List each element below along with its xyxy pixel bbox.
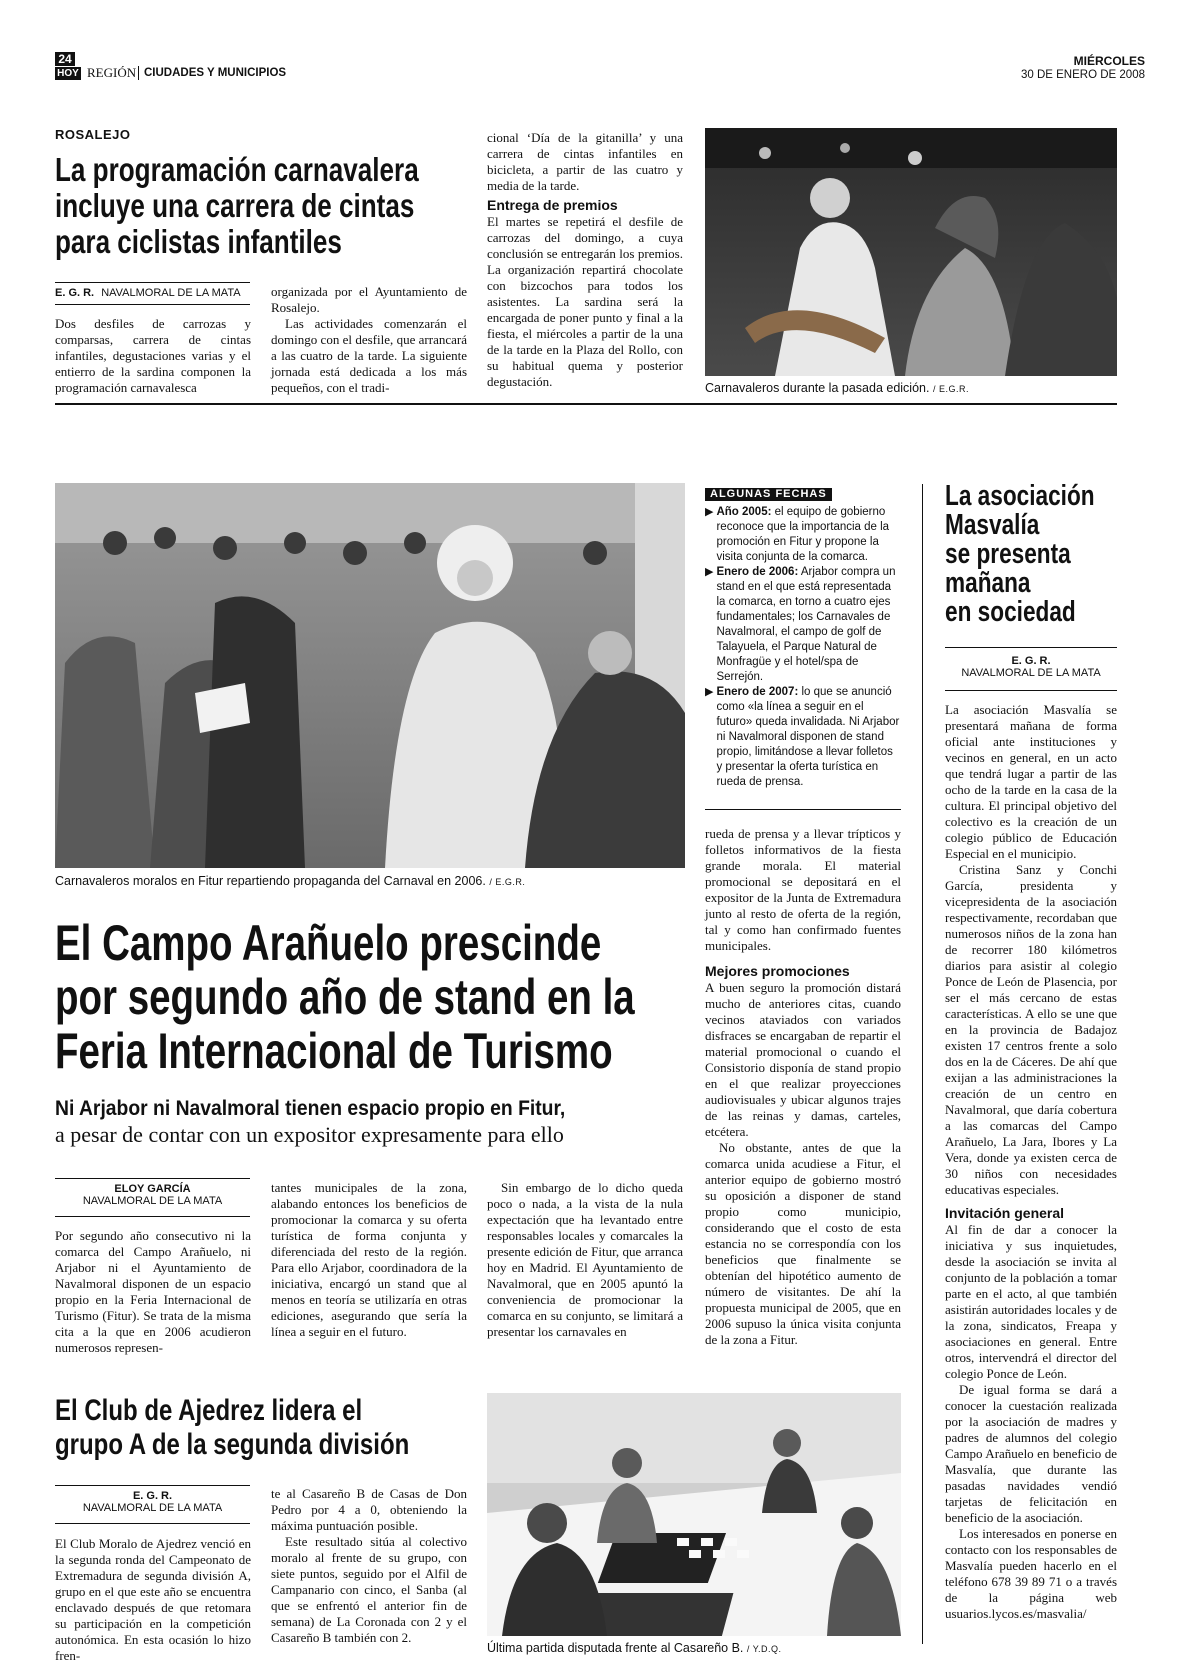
- article4-caption-credit: / Y.D.Q.: [746, 1644, 782, 1654]
- article1-col3: [487, 130, 683, 390]
- article4-photo: [487, 1393, 901, 1636]
- article3-byline-place: NAVALMORAL DE LA MATA: [961, 667, 1101, 679]
- article1-col1: [55, 316, 251, 396]
- fechas-item-text: Arjabor compra un stand en el que está representada la comarca, en torno a cuatro ejes fundamentales; los Carnavales de Navalmoral, el campo de golf de Talayuela, el Parque Natural de Monfragüe y el hotel/spa de Serrejón.: [716, 566, 896, 683]
- article2-photo: [55, 483, 685, 868]
- article4-col2-paragraph: Este resultado sitúa al colectivo moralo al frente de su grupo, con siete puntos, seguido por el Alfil de Campanario con cinco, el Sanba (al que se enfrentó el anterior fin de semana) de La Coronada con 2 y el Casareño B también con 2.: [271, 1534, 467, 1645]
- fechas-item-label: Enero de 2006:: [716, 566, 799, 578]
- article2-byline: [55, 1183, 250, 1207]
- article1-photo: [705, 128, 1117, 376]
- article1-col2-paragraph: organizada por el Ayuntamiento de Rosalejo.: [271, 284, 467, 315]
- article2-col2-paragraph: tantes municipales de la zona, alabando entonces los beneficios de promocionar la comarca y su oferta turística de forma conjunta y diferenciada del resto de la región. Para ello Arjabor, coordinadora de la iniciativa, encargó un stand que al menos en teoría se utilizaría en otras ediciones, asegurando que sería la línea a seguir en el futuro.: [271, 1180, 467, 1339]
- fitur-crowd-photo: [55, 483, 685, 868]
- article3-paragraph: La asociación Masvalía se presentará mañana de forma oficial ante instituciones y vecinos en general, en un acto que tendrá lugar a partir de las ocho de la tarde en la casa de la cultura. El principal objetivo del colectivo es la creación de un colegio público de Educación Especial en el municipio.: [945, 702, 1117, 861]
- article3-headline-line: La asociación: [945, 480, 1095, 512]
- article4-byline-place: NAVALMORAL DE LA MATA: [82, 1502, 223, 1514]
- article2-col1-paragraph: Por segundo año consecutivo ni la comarca del Campo Arañuelo, ni Arjabor ni el Ayuntamiento de Navalmoral disponen de un espacio propio en la Feria Internacional de Turismo (Fitur). Se trata de la misma cita a la que en 2006 acudieron numerosos represen-: [55, 1228, 251, 1355]
- page-number: 24: [55, 52, 75, 66]
- article3-headline-line: Masvalía: [945, 509, 1040, 541]
- fechas-item-label: Año 2005:: [716, 506, 772, 518]
- header-weekday: MIÉRCOLES: [1073, 54, 1145, 68]
- article1-col2-paragraph: Las actividades comenzarán el domingo con el desfile, que arrancará a las cuatro de la tarde. La siguiente jornada está dedicada a los más pequeños, con el tradi-: [271, 316, 467, 395]
- article2-headline-line: Feria Internacional de Turismo: [55, 1023, 613, 1079]
- article1-col3-subhead: Entrega de premios: [487, 197, 618, 213]
- article2-headline: [55, 916, 695, 1078]
- article3-column-rule: [922, 484, 923, 1644]
- article4-caption-text: Última partida disputada frente al Casareño B.: [487, 1641, 744, 1655]
- article3-subhead: Invitación general: [945, 1205, 1065, 1221]
- article1-col2: [271, 284, 467, 396]
- fechas-item-text: el equipo de gobierno reconoce que la importancia de la promoción en Fitur y propone la visita conjunta de la comarca.: [716, 506, 890, 563]
- arrow-right-icon: ▶: [705, 566, 714, 578]
- article3-byline: [945, 655, 1117, 679]
- article2-col4-paragraph: rueda de prensa y a llevar trípticos y folletos informativos de la fiesta grande morala. El material promocional se depositará en el expositor de la Junta de Extremadura junto al resto de oferta de la región, tal y como han confirmado fuentes municipales.: [705, 826, 901, 953]
- article4-byline-rule-bottom: [55, 1523, 250, 1524]
- article1-byline-rule-bottom: [55, 304, 250, 305]
- header-date: 30 DE ENERO DE 2008: [1020, 69, 1145, 81]
- article1-byline-author: E. G. R.: [55, 287, 95, 299]
- article1-byline: [55, 287, 255, 299]
- article4-headline-line: grupo A de la segunda división: [55, 1428, 410, 1461]
- article1-col1-paragraph: Dos desfiles de carrozas y comparsas, carrera de cintas infantiles, degustaciones varias y el entierro de la sardina componen la programación carnavalesca: [55, 316, 251, 395]
- fechas-box: [705, 484, 901, 810]
- fechas-item-text: lo que se anunció como «la línea a seguir en el futuro» queda invalidada. Ni Arjabor ni Navalmoral disponen de stand propio, limitándose a llevar folletos y presentar la oferta turística en rueda de prensa.: [716, 686, 900, 788]
- carnival-dancers-photo: [705, 128, 1117, 376]
- article3-paragraph: Al fin de dar a conocer la iniciativa y sus inquietudes, desde la asociación se invita al conjunto de la población a tomar parte en el acto, al que también asistirán autoridades locales y de la zona, sindicatos, Freapa y asociaciones en general. Entre otros, intervendrá el director del colegio Ponce de León.: [945, 1222, 1117, 1381]
- fechas-title: ALGUNAS FECHAS: [705, 488, 832, 501]
- section-label: REGIÓN: [87, 65, 137, 80]
- article3-paragraph: Los interesados en ponerse en contacto con los responsables de Masvalía pueden hacerlo en el teléfono 678 39 89 71 o a través de la página web usuarios.lycos.es/masvalia/: [945, 1526, 1117, 1621]
- subsection-label: CIUDADES Y MUNICIPIOS: [144, 67, 287, 79]
- article2-byline-rule: [55, 1178, 250, 1179]
- article2-col4-paragraph: A buen seguro la promoción distará mucho de anteriores citas, cuando vecinos ataviados con variados disfraces se encargaban de repartir el material promocional o cuando el Consistorio disponía de stand propio en el que realizar proyecciones audiovisuales y ubicar algunos trajes de las reinas y damas, carteles, etcétera.: [705, 980, 901, 1139]
- article3-headline-line: mañana: [945, 567, 1031, 599]
- article3-headline: [945, 482, 1125, 627]
- arrow-right-icon: ▶: [705, 506, 714, 518]
- article1-col3-paragraph: cional ‘Día de la gitanilla’ y una carrera de cintas infantiles en bicicleta, a partir de las cuatro y media de la tarde.: [487, 130, 683, 193]
- article1-caption-text: Carnavaleros durante la pasada edición.: [705, 381, 930, 395]
- section-divider: [138, 66, 139, 80]
- article3-headline-line: se presenta: [945, 538, 1071, 570]
- article3-byline-rule-bottom: [945, 690, 1117, 691]
- article1-col3-paragraph: El martes se repetirá el desfile de carrozas del domingo, a cuya conclusión se entregarán los premios. La organización repartirá chocolate con bizcochos para todos los asistentes. La sardina será la encargada de poner punto y final a la fiesta, el miércoles a partir de la una de la tarde en la Plaza del Rollo, con su habitual quema y posterior degustación.: [487, 214, 683, 389]
- article3-headline-line: en sociedad: [945, 596, 1076, 628]
- article1-headline: [55, 152, 475, 260]
- fechas-item: [705, 685, 901, 790]
- article3-paragraph: Cristina Sanz y Conchi García, presidenta y vicepresidenta de la asociación respectivamente, recordaban que numerosos niños de la zona han de recorrer 180 kilómetros diarios para asistir al colegio Ponce de León de Plasencia, por ser el más cercano de estas características. A ello se une que en la provincia de Badajoz existen 17 centros frente a solo dos en la de Cáceres. De ahí que exijan a las administraciones la creación de un centro en Navalmoral, que daría cobertura a las comarcas del Campo Arañuelo, La Jara, Ibores y La Vera, donde ya existen cerca de 30 niños con necesidades educativas especiales.: [945, 862, 1117, 1197]
- article2-headline-line: por segundo año de stand en la: [55, 969, 635, 1025]
- article1-byline-place: NAVALMORAL DE LA MATA: [101, 287, 241, 299]
- article3-paragraph: De igual forma se dará a conocer la cuestación realizada por la asociación de madres y padres de alumnos del colegio Campo Arañuelo en beneficio de Masvalía, que durante las pasadas navidades vendió tarjetas de felicitación en beneficio de la asociación.: [945, 1382, 1117, 1525]
- article1-byline-rule: [55, 282, 250, 283]
- article2-col4: [705, 826, 901, 1348]
- section-separator: [55, 403, 1117, 405]
- article2-deck: [55, 1096, 695, 1148]
- article4-byline-rule: [55, 1485, 250, 1486]
- article2-caption-credit: / E.G.R.: [489, 877, 526, 887]
- article2-headline-line: El Campo Arañuelo prescinde: [55, 915, 602, 971]
- article1-headline-line: incluye una carrera de cintas: [55, 187, 415, 224]
- fechas-item: [705, 505, 901, 565]
- article2-byline-author: ELOY GARCÍA: [114, 1183, 191, 1195]
- article4-byline-author: E. G. R.: [132, 1490, 173, 1502]
- article2-byline-place: NAVALMORAL DE LA MATA: [82, 1195, 223, 1207]
- article2-photo-caption: [55, 874, 685, 890]
- article2-col4-subhead: Mejores promociones: [705, 963, 850, 979]
- article2-deck-regular: a pesar de contar con un expositor expresamente para ello: [55, 1122, 564, 1147]
- article4-byline: [55, 1490, 250, 1514]
- article1-headline-line: La programación carnavalera: [55, 151, 419, 188]
- fechas-list: [705, 505, 901, 790]
- article3-byline-author: E. G. R.: [1011, 655, 1051, 667]
- article2-col1: [55, 1228, 251, 1356]
- fechas-item-label: Enero de 2007:: [716, 686, 799, 698]
- article2-col4-paragraph: No obstante, antes de que la comarca unida acudiese a Fitur, el anterior equipo de gobierno mostró su oposición a disponer de stand propio como municipio, considerando que el costo de esta estancia no se correspondía con los beneficios que finalmente se obtenían del hipotético aumento de número de visitantes. De ahí la propuesta municipal de 2005, que en 2006 supuso la única visita conjunta de la zona a Fitur.: [705, 1140, 901, 1347]
- article4-col2-paragraph: te al Casareño B de Casas de Don Pedro por 4 a 0, obteniendo la máxima puntuación posible.: [271, 1486, 467, 1533]
- chess-match-photo: [487, 1393, 901, 1636]
- article3-body: [945, 702, 1117, 1622]
- article3-byline-rule: [945, 647, 1117, 648]
- article2-caption-text: Carnavaleros moralos en Fitur repartiendo propaganda del Carnaval en 2006.: [55, 874, 486, 888]
- article2-deck-bold: Ni Arjabor ni Navalmoral tienen espacio propio en Fitur,: [55, 1097, 566, 1120]
- article2-byline-rule-bottom: [55, 1216, 250, 1217]
- article4-col1: [55, 1536, 251, 1664]
- page-header: [55, 52, 1145, 84]
- article1-headline-line: para ciclistas infantiles: [55, 223, 342, 260]
- article1-kicker: ROSALEJO: [55, 127, 131, 142]
- article4-col2: [271, 1486, 467, 1646]
- article4-headline: [55, 1394, 475, 1462]
- article2-col3: [487, 1180, 683, 1340]
- article1-caption-credit: / E.G.R.: [932, 384, 969, 394]
- arrow-right-icon: ▶: [705, 686, 714, 698]
- article4-headline-line: El Club de Ajedrez lidera el: [55, 1394, 363, 1427]
- article1-photo-caption: [705, 381, 1117, 397]
- article2-col2: [271, 1180, 467, 1340]
- fechas-item: [705, 565, 901, 685]
- article4-col1-paragraph: El Club Moralo de Ajedrez venció en la segunda ronda del Campeonato de Extremadura de segunda división A, grupo en el que este año se encuentra enclavado después de que retomara su participación en la competición autonómica. En esta ocasión lo hizo fren-: [55, 1536, 251, 1663]
- brand-logo: HOY: [55, 67, 81, 80]
- article4-photo-caption: [487, 1641, 901, 1657]
- article2-col3-paragraph: Sin embargo de lo dicho queda poco o nada, a la vista de la nula expectación que ha levantado entre responsables locales y comarcales la presente edición de Fitur, que arranca hoy en Madrid. El Ayuntamiento de Navalmoral, que en 2005 apuntó la conveniencia de promocionar la comarca en su conjunto, se limitará a presentar los carnavales en: [487, 1180, 683, 1339]
